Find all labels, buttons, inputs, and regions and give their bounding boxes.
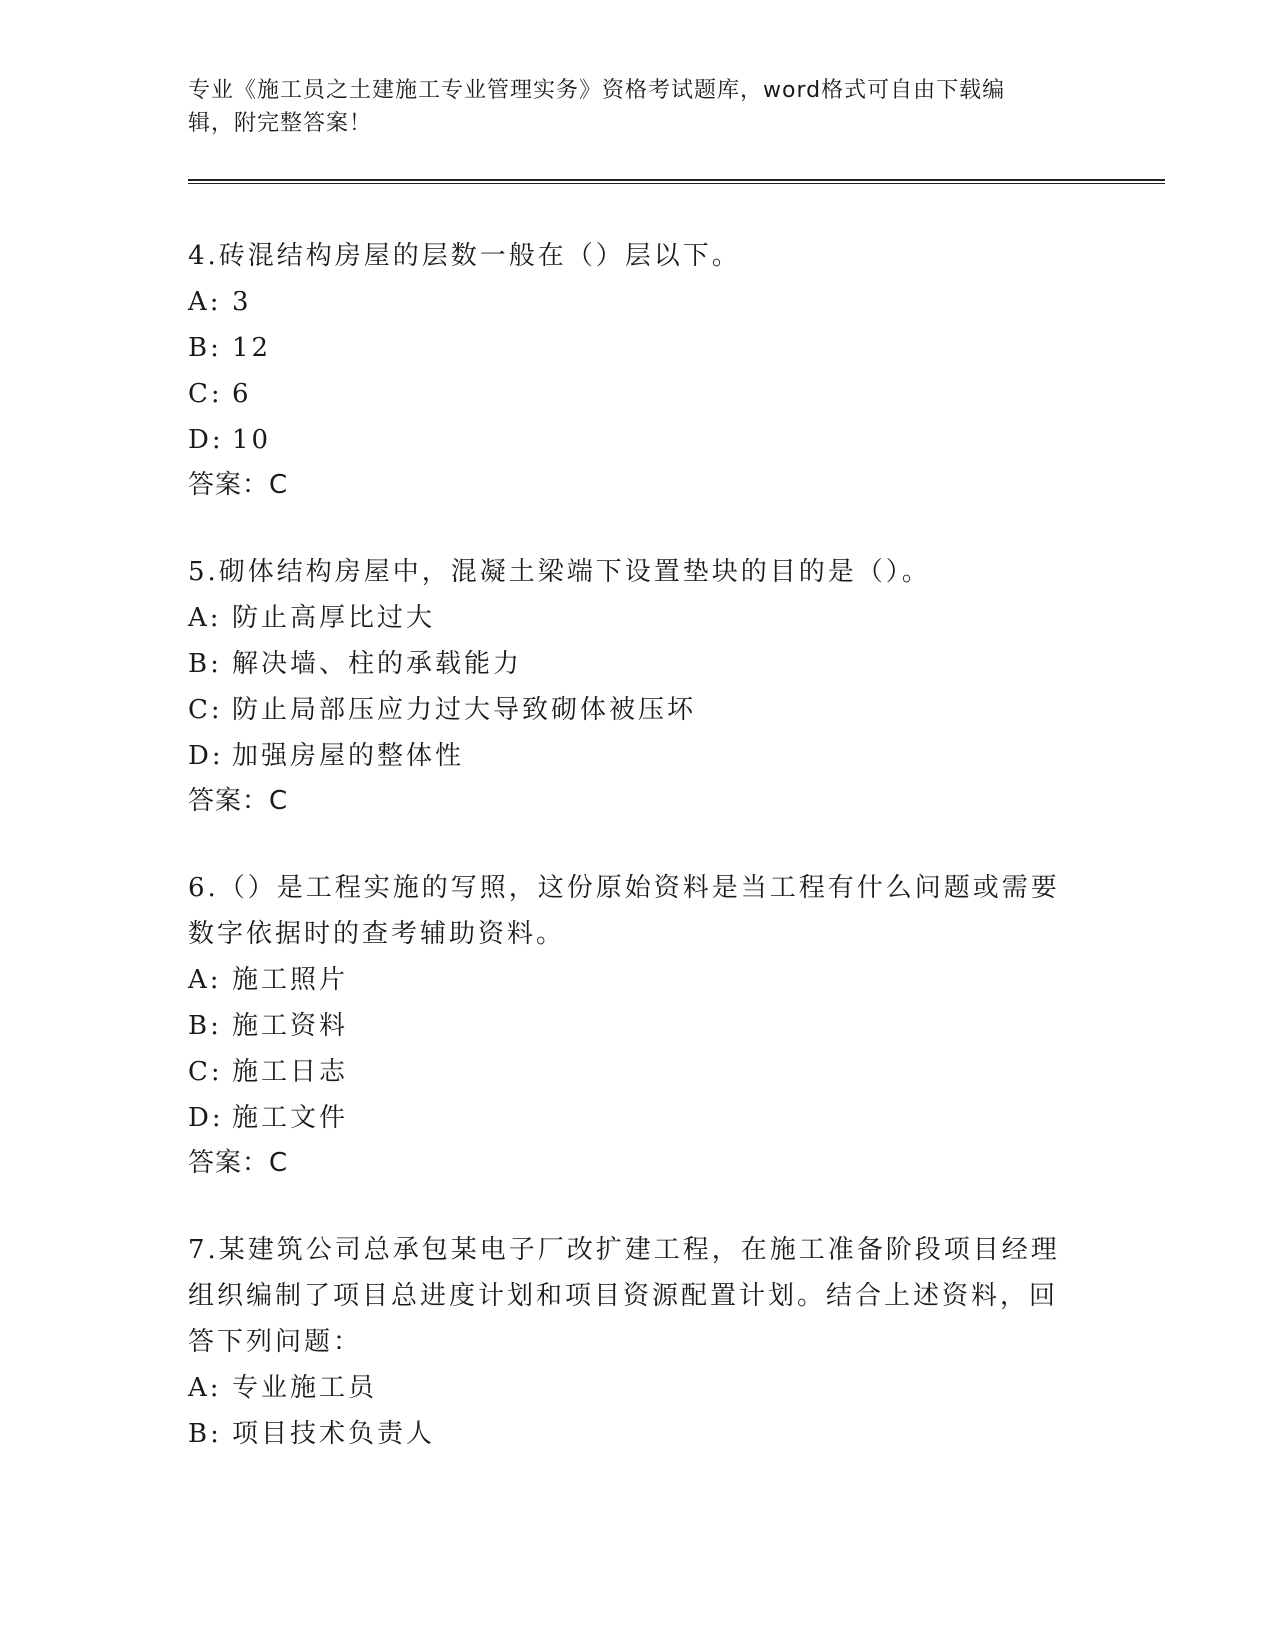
question-7 <box>188 1227 1068 1457</box>
option-text: 10 <box>232 425 272 455</box>
option-label: D: <box>188 1103 224 1133</box>
question-stem: 5.砌体结构房屋中，混凝土梁端下设置垫块的目的是（）。 <box>188 557 931 587</box>
answer-line: 答案：C <box>188 1148 289 1178</box>
question-stem: 6.（）是工程实施的写照，这份原始资料是当工程有什么问题或需要 <box>188 873 1060 903</box>
header-line-2: 辑，附完整答案！ <box>188 111 373 136</box>
option-label: B: <box>188 333 222 363</box>
option-d <box>188 733 1068 779</box>
answer-line: 答案：C <box>188 470 289 500</box>
option-text: 12 <box>232 333 272 363</box>
option-text: 加强房屋的整体性 <box>232 741 465 771</box>
option-text: 3 <box>232 287 252 317</box>
option-text: 解决墙、柱的承载能力 <box>232 649 523 679</box>
question-4 <box>188 233 1068 507</box>
header-divider-thick <box>188 179 1165 181</box>
question-stem: 4.砖混结构房屋的层数一般在（）层以下。 <box>188 241 741 271</box>
option-text: 项目技术负责人 <box>232 1419 436 1449</box>
option-label: C: <box>188 379 223 409</box>
option-text: 施工资料 <box>232 1011 349 1041</box>
option-text: 施工照片 <box>232 965 349 995</box>
option-b <box>188 1003 1068 1049</box>
option-a <box>188 279 1068 325</box>
question-stem: 7.某建筑公司总承包某电子厂改扩建工程，在施工准备阶段项目经理 <box>188 1235 1060 1265</box>
option-text: 施工文件 <box>232 1103 349 1133</box>
option-label: C: <box>188 1057 223 1087</box>
option-a <box>188 957 1068 1003</box>
option-d <box>188 417 1068 463</box>
option-label: B: <box>188 649 222 679</box>
question-5 <box>188 549 1068 823</box>
question-list <box>188 233 1068 1499</box>
question-stem: 答下列问题： <box>188 1327 363 1357</box>
option-label: B: <box>188 1011 222 1041</box>
option-a <box>188 1365 1068 1411</box>
document-header <box>188 74 1088 140</box>
option-label: D: <box>188 741 224 771</box>
option-text: 施工日志 <box>232 1057 349 1087</box>
option-label: A: <box>188 287 222 317</box>
option-c <box>188 687 1068 733</box>
option-a <box>188 595 1068 641</box>
option-label: C: <box>188 695 223 725</box>
header-line-1: 专业《施工员之土建施工专业管理实务》资格考试题库，word格式可自由下载编 <box>188 78 1006 103</box>
option-label: A: <box>188 965 222 995</box>
answer-line: 答案：C <box>188 786 289 816</box>
option-b <box>188 325 1068 371</box>
option-label: A: <box>188 603 222 633</box>
question-6 <box>188 865 1068 1185</box>
option-b <box>188 641 1068 687</box>
option-text: 防止局部压应力过大导致砌体被压坏 <box>232 695 697 725</box>
question-stem: 数字依据时的查考辅助资料。 <box>188 919 566 949</box>
option-text: 防止高厚比过大 <box>232 603 436 633</box>
option-d <box>188 1095 1068 1141</box>
option-label: B: <box>188 1419 222 1449</box>
option-c <box>188 371 1068 417</box>
header-divider-thin <box>188 183 1165 184</box>
question-stem: 组织编制了项目总进度计划和项目资源配置计划。结合上述资料，回 <box>188 1281 1059 1311</box>
option-label: D: <box>188 425 224 455</box>
option-label: A: <box>188 1373 222 1403</box>
option-b <box>188 1411 1068 1457</box>
option-text: 专业施工员 <box>232 1373 378 1403</box>
option-c <box>188 1049 1068 1095</box>
option-text: 6 <box>232 379 252 409</box>
